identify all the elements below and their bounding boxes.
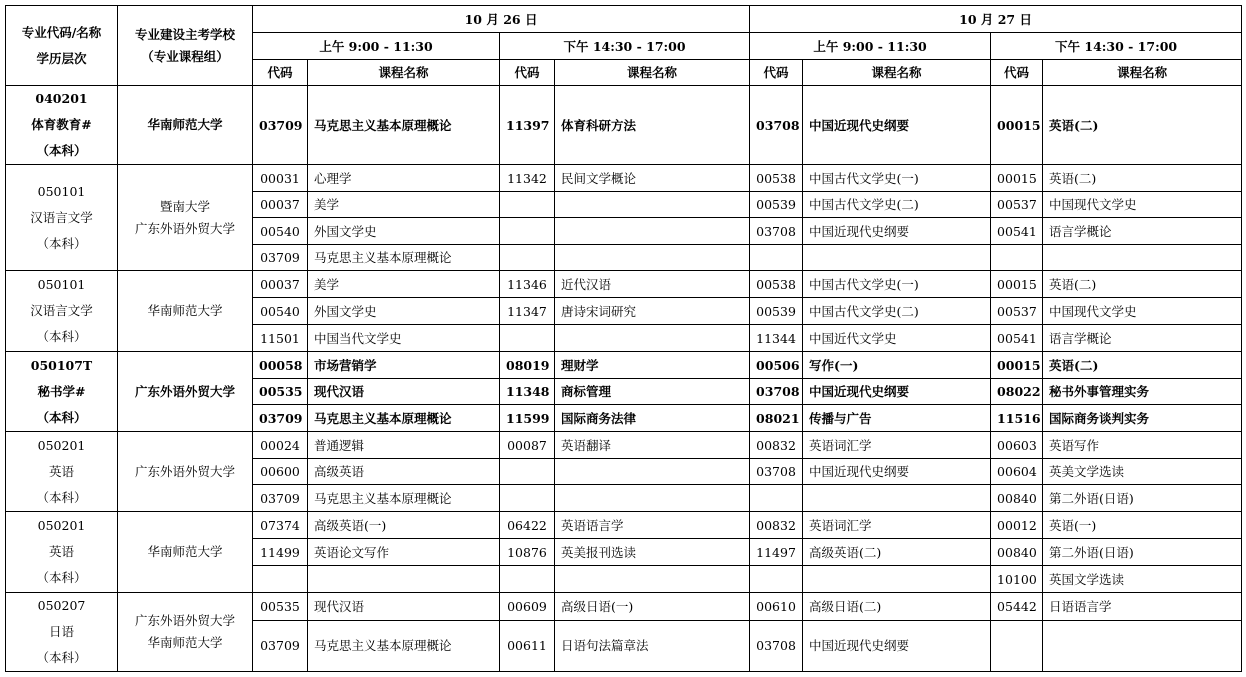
- course-name-cell: 日语语言学: [1043, 593, 1242, 621]
- course-code-cell: 11516: [991, 405, 1043, 432]
- course-name-cell: [555, 485, 750, 512]
- course-name-cell: 国际商务谈判实务: [1043, 405, 1242, 432]
- course-code-cell: 00535: [253, 593, 308, 621]
- course-name-cell: 外国文学史: [308, 218, 500, 245]
- course-name-cell: 中国近代文学史: [803, 325, 991, 352]
- course-code-cell: [500, 459, 555, 485]
- major-cell: 050107T 秘书学# （本科）: [6, 352, 118, 432]
- course-code-cell: 03708: [750, 379, 803, 405]
- table-row: [6, 165, 1242, 192]
- course-code-cell: 00537: [991, 298, 1043, 325]
- course-code-cell: 00012: [991, 512, 1043, 539]
- course-name-cell: 现代汉语: [308, 379, 500, 405]
- session-header-day1-am: 上午 9:00 - 11:30: [253, 33, 500, 60]
- course-code-cell: 00537: [991, 192, 1043, 218]
- course-code-cell: 06422: [500, 512, 555, 539]
- course-name-cell: 英语(二): [1043, 352, 1242, 379]
- course-name-cell: 普通逻辑: [308, 432, 500, 459]
- course-name-cell: [1043, 620, 1242, 671]
- course-code-cell: 00840: [991, 539, 1043, 566]
- course-code-cell: 03709: [253, 620, 308, 671]
- course-name-cell: [555, 325, 750, 352]
- course-code-cell: [253, 566, 308, 593]
- course-code-cell: 00832: [750, 432, 803, 459]
- course-code-cell: 10876: [500, 539, 555, 566]
- school-cell: 广东外语外贸大学 华南师范大学: [118, 593, 253, 672]
- school-cell: 广东外语外贸大学: [118, 432, 253, 512]
- course-code-cell: [500, 566, 555, 593]
- course-name-cell: 英美报刊选读: [555, 539, 750, 566]
- course-code-cell: 11397: [500, 86, 555, 165]
- course-code-cell: [991, 620, 1043, 671]
- course-name-cell: 英语词汇学: [803, 432, 991, 459]
- course-code-cell: 00840: [991, 485, 1043, 512]
- course-code-cell: 03708: [750, 86, 803, 165]
- course-code-cell: 03708: [750, 459, 803, 485]
- course-name-cell: 中国古代文学史(二): [803, 192, 991, 218]
- course-code-cell: 00015: [991, 271, 1043, 298]
- course-name-cell: 英美文学选读: [1043, 459, 1242, 485]
- course-code-cell: 00611: [500, 620, 555, 671]
- course-code-cell: 07374: [253, 512, 308, 539]
- course-code-cell: 00058: [253, 352, 308, 379]
- table-row: [6, 432, 1242, 459]
- course-code-cell: 00610: [750, 593, 803, 621]
- course-code-cell: 00600: [253, 459, 308, 485]
- course-code-cell: 08019: [500, 352, 555, 379]
- session-header-day1-pm: 下午 14:30 - 17:00: [500, 33, 750, 60]
- course-name-cell: 英语词汇学: [803, 512, 991, 539]
- course-name-cell: 马克思主义基本原理概论: [308, 245, 500, 271]
- course-code-cell: 11347: [500, 298, 555, 325]
- course-name-cell: 高级英语(一): [308, 512, 500, 539]
- course-name-cell: [555, 192, 750, 218]
- course-code-cell: 03709: [253, 245, 308, 271]
- course-column-header: 课程名称: [555, 60, 750, 86]
- course-name-cell: [555, 218, 750, 245]
- course-code-cell: [500, 218, 555, 245]
- course-name-cell: 外国文学史: [308, 298, 500, 325]
- course-name-cell: 国际商务法律: [555, 405, 750, 432]
- course-name-cell: 中国古代文学史(一): [803, 165, 991, 192]
- session-header-day2-pm: 下午 14:30 - 17:00: [991, 33, 1242, 60]
- course-code-cell: 00538: [750, 165, 803, 192]
- course-name-cell: 马克思主义基本原理概论: [308, 405, 500, 432]
- course-name-cell: 语言学概论: [1043, 325, 1242, 352]
- course-code-cell: [500, 485, 555, 512]
- table-row: [6, 271, 1242, 298]
- course-name-cell: 中国古代文学史(一): [803, 271, 991, 298]
- course-name-cell: 近代汉语: [555, 271, 750, 298]
- course-code-cell: 00535: [253, 379, 308, 405]
- course-name-cell: 中国现代文学史: [1043, 192, 1242, 218]
- code-column-header: 代码: [750, 60, 803, 86]
- course-code-cell: 00540: [253, 218, 308, 245]
- course-code-cell: [750, 566, 803, 593]
- course-code-cell: 08022: [991, 379, 1043, 405]
- course-name-cell: [803, 245, 991, 271]
- course-name-cell: 传播与广告: [803, 405, 991, 432]
- course-name-cell: [803, 566, 991, 593]
- course-name-cell: [555, 459, 750, 485]
- course-name-cell: [555, 245, 750, 271]
- course-code-cell: 00037: [253, 271, 308, 298]
- course-name-cell: 中国近现代史纲要: [803, 218, 991, 245]
- course-name-cell: 中国近现代史纲要: [803, 459, 991, 485]
- course-name-cell: 高级日语(一): [555, 593, 750, 621]
- course-code-cell: 00015: [991, 352, 1043, 379]
- course-name-cell: 马克思主义基本原理概论: [308, 86, 500, 165]
- course-code-cell: 03708: [750, 620, 803, 671]
- course-name-cell: 中国近现代史纲要: [803, 86, 991, 165]
- course-name-cell: 英国文学选读: [1043, 566, 1242, 593]
- course-code-cell: [750, 485, 803, 512]
- course-code-cell: 00024: [253, 432, 308, 459]
- course-code-cell: 05442: [991, 593, 1043, 621]
- course-code-cell: 11599: [500, 405, 555, 432]
- session-header-day2-am: 上午 9:00 - 11:30: [750, 33, 991, 60]
- major-cell: 050101 汉语言文学 （本科）: [6, 165, 118, 271]
- course-name-cell: 美学: [308, 271, 500, 298]
- course-name-cell: 心理学: [308, 165, 500, 192]
- course-name-cell: 英语写作: [1043, 432, 1242, 459]
- course-code-cell: 11344: [750, 325, 803, 352]
- course-code-cell: [500, 192, 555, 218]
- course-code-cell: 00087: [500, 432, 555, 459]
- course-code-cell: [500, 245, 555, 271]
- course-code-cell: 00609: [500, 593, 555, 621]
- major-cell: 040201 体育教育# （本科）: [6, 86, 118, 165]
- date-header-day2: 10 月 27 日: [750, 6, 1242, 33]
- table-row: [6, 86, 1242, 165]
- course-name-cell: 中国当代文学史: [308, 325, 500, 352]
- course-name-cell: 唐诗宋词研究: [555, 298, 750, 325]
- course-name-cell: 英语(二): [1043, 271, 1242, 298]
- school-cell: 暨南大学 广东外语外贸大学: [118, 165, 253, 271]
- course-code-cell: 11346: [500, 271, 555, 298]
- course-code-cell: 03709: [253, 485, 308, 512]
- course-name-cell: 英语论文写作: [308, 539, 500, 566]
- course-code-cell: [500, 325, 555, 352]
- school-header: 专业建设主考学校 （专业课程组）: [118, 6, 253, 86]
- course-name-cell: 英语语言学: [555, 512, 750, 539]
- course-code-cell: 00541: [991, 218, 1043, 245]
- course-column-header: 课程名称: [308, 60, 500, 86]
- course-name-cell: 现代汉语: [308, 593, 500, 621]
- course-code-cell: 00603: [991, 432, 1043, 459]
- course-name-cell: 中国近现代史纲要: [803, 379, 991, 405]
- course-name-cell: 中国现代文学史: [1043, 298, 1242, 325]
- course-code-cell: 00832: [750, 512, 803, 539]
- course-name-cell: [555, 566, 750, 593]
- major-cell: 050201 英语 （本科）: [6, 512, 118, 593]
- course-code-cell: 00037: [253, 192, 308, 218]
- course-column-header: 课程名称: [1043, 60, 1242, 86]
- school-cell: 华南师范大学: [118, 512, 253, 593]
- course-code-cell: 10100: [991, 566, 1043, 593]
- course-code-cell: 11342: [500, 165, 555, 192]
- table-header: [6, 6, 1242, 86]
- course-code-cell: 00541: [991, 325, 1043, 352]
- course-code-cell: 00031: [253, 165, 308, 192]
- course-name-cell: 英语(二): [1043, 165, 1242, 192]
- course-name-cell: [1043, 245, 1242, 271]
- course-code-cell: 03709: [253, 405, 308, 432]
- course-name-cell: 英语(一): [1043, 512, 1242, 539]
- course-code-cell: 11501: [253, 325, 308, 352]
- course-code-cell: 00539: [750, 298, 803, 325]
- course-name-cell: [803, 485, 991, 512]
- course-code-cell: [991, 245, 1043, 271]
- school-cell: 华南师范大学: [118, 86, 253, 165]
- date-header-day1: 10 月 26 日: [253, 6, 750, 33]
- table-row: [6, 593, 1242, 621]
- course-name-cell: 语言学概论: [1043, 218, 1242, 245]
- course-name-cell: 马克思主义基本原理概论: [308, 485, 500, 512]
- course-code-cell: 11348: [500, 379, 555, 405]
- course-code-cell: 00538: [750, 271, 803, 298]
- course-name-cell: 中国近现代史纲要: [803, 620, 991, 671]
- course-name-cell: 商标管理: [555, 379, 750, 405]
- course-name-cell: 高级英语: [308, 459, 500, 485]
- course-code-cell: 11499: [253, 539, 308, 566]
- course-name-cell: 高级日语(二): [803, 593, 991, 621]
- table-row: [6, 352, 1242, 379]
- school-cell: 广东外语外贸大学: [118, 352, 253, 432]
- course-code-cell: 00539: [750, 192, 803, 218]
- course-column-header: 课程名称: [803, 60, 991, 86]
- course-code-cell: 08021: [750, 405, 803, 432]
- course-name-cell: 写作(一): [803, 352, 991, 379]
- major-cell: 050101 汉语言文学 （本科）: [6, 271, 118, 352]
- course-name-cell: 英语翻译: [555, 432, 750, 459]
- major-cell: 050201 英语 （本科）: [6, 432, 118, 512]
- course-code-cell: 11497: [750, 539, 803, 566]
- course-name-cell: 第二外语(日语): [1043, 539, 1242, 566]
- code-column-header: 代码: [991, 60, 1043, 86]
- course-name-cell: 高级英语(二): [803, 539, 991, 566]
- course-name-cell: 秘书外事管理实务: [1043, 379, 1242, 405]
- course-code-cell: 00604: [991, 459, 1043, 485]
- course-code-cell: [750, 245, 803, 271]
- course-name-cell: 中国古代文学史(二): [803, 298, 991, 325]
- course-name-cell: 理财学: [555, 352, 750, 379]
- course-name-cell: 体育科研方法: [555, 86, 750, 165]
- exam-schedule-table: [5, 5, 1242, 672]
- major-cell: 050207 日语 （本科）: [6, 593, 118, 672]
- course-name-cell: 第二外语(日语): [1043, 485, 1242, 512]
- table-body: [6, 86, 1242, 672]
- course-name-cell: 美学: [308, 192, 500, 218]
- course-code-cell: 00540: [253, 298, 308, 325]
- course-name-cell: 马克思主义基本原理概论: [308, 620, 500, 671]
- course-name-cell: 市场营销学: [308, 352, 500, 379]
- code-column-header: 代码: [500, 60, 555, 86]
- school-cell: 华南师范大学: [118, 271, 253, 352]
- course-code-cell: 03709: [253, 86, 308, 165]
- course-name-cell: 日语句法篇章法: [555, 620, 750, 671]
- course-code-cell: 00015: [991, 165, 1043, 192]
- code-column-header: 代码: [253, 60, 308, 86]
- course-name-cell: 英语(二): [1043, 86, 1242, 165]
- course-name-cell: [308, 566, 500, 593]
- course-name-cell: 民间文学概论: [555, 165, 750, 192]
- course-code-cell: 00015: [991, 86, 1043, 165]
- table-row: [6, 512, 1242, 539]
- major-header: 专业代码/名称 学历层次: [6, 6, 118, 86]
- course-code-cell: 00506: [750, 352, 803, 379]
- course-code-cell: 03708: [750, 218, 803, 245]
